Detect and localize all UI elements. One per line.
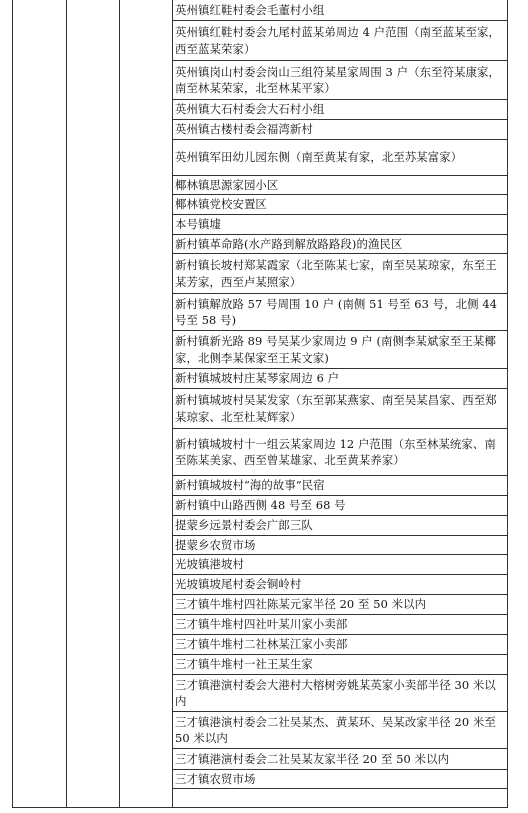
table-row: 英州镇岗山村委会岗山三组符某星家周围 3 户（东至符某康家，南至林某荣家，北至林某平家） bbox=[172, 61, 507, 100]
table-row: 提蒙乡远景村委会广郎三队 bbox=[172, 516, 507, 536]
table-row: 新村镇新光路 89 号吴某少家周边 9 户 (南侧李某斌家至王某椰家，北侧李某保家至王某文家) bbox=[172, 331, 507, 369]
table-row: 英州镇军田幼儿园东侧（南至黄某有家，北至苏某富家） bbox=[172, 140, 507, 176]
table-row: 椰林镇党校安置区 bbox=[172, 195, 507, 215]
table-row: 光坡镇坡尾村委会铜岭村 bbox=[172, 575, 507, 595]
table-row: 三才镇牛堆村四社叶某川家小卖部 bbox=[172, 615, 507, 635]
table-row: 三才镇牛堆村一社王某生家 bbox=[172, 655, 507, 675]
table-row: 英州镇大石村委会大石村小组 bbox=[172, 100, 507, 120]
table-row: 光坡镇港坡村 bbox=[172, 555, 507, 575]
table-row: 三才镇港演村委会二社吴某杰、黄某环、吴某改家半径 20 米至 50 米以内 bbox=[172, 712, 507, 749]
table-row: 提蒙乡农贸市场 bbox=[172, 536, 507, 555]
table-row: 三才镇牛堆村四社陈某元家半径 20 至 50 米以内 bbox=[172, 595, 507, 615]
table-row: 英州镇红鞋村委会毛董村小组 bbox=[172, 0, 507, 21]
column-line-2 bbox=[66, 0, 67, 808]
table-row: 本号镇墟 bbox=[172, 215, 507, 235]
table-row: 新村镇长坡村郑某霞家（北至陈某七家，南至吴某琼家，东至王某芳家，西至卢某照家） bbox=[172, 254, 507, 294]
table-row: 三才镇港演村委会大港村大榕树旁姚某英家小卖部半径 30 米以内 bbox=[172, 675, 507, 712]
table-row: 新村镇城坡村庄某琴家周边 6 户 bbox=[172, 369, 507, 389]
column-line-3 bbox=[119, 0, 120, 808]
table-row: 英州镇红鞋村委会九尾村蓝某弟周边 4 户范围（南至蓝某至家，西至蓝某荣家） bbox=[172, 21, 507, 61]
column-line-1 bbox=[12, 0, 13, 808]
column-line-5 bbox=[507, 0, 508, 808]
table-row: 三才镇农贸市场 bbox=[172, 770, 507, 789]
table-row: 新村镇城坡村十一组云某家周边 12 户范围（东至林某统家、南至陈某美家、西至曾某雄家、北至黄某养家） bbox=[172, 429, 507, 476]
location-table bbox=[172, 0, 507, 789]
table-row: 新村镇解放路 57 号周围 10 户 (南侧 51 号至 63 号，北侧 44 号至 58 号) bbox=[172, 294, 507, 331]
table-row: 三才镇牛堆村二社林某江家小卖部 bbox=[172, 635, 507, 655]
table-row: 新村镇城坡村吴某发家（东至郭某燕家、南至吴某昌家、西至郑某琼家、北至杜某辉家） bbox=[172, 389, 507, 429]
table-row: 椰林镇思源家园小区 bbox=[172, 176, 507, 195]
table-row: 英州镇古楼村委会福湾新村 bbox=[172, 120, 507, 140]
table-bottom-border bbox=[12, 807, 507, 808]
table-row: 新村镇城坡村“海的故事”民宿 bbox=[172, 476, 507, 496]
table-row: 三才镇港演村委会二社吴某友家半径 20 至 50 米以内 bbox=[172, 749, 507, 770]
table-row: 新村镇中山路西侧 48 号至 68 号 bbox=[172, 496, 507, 516]
table-row: 新村镇革命路(水产路到解放路路段)的渔民区 bbox=[172, 235, 507, 254]
